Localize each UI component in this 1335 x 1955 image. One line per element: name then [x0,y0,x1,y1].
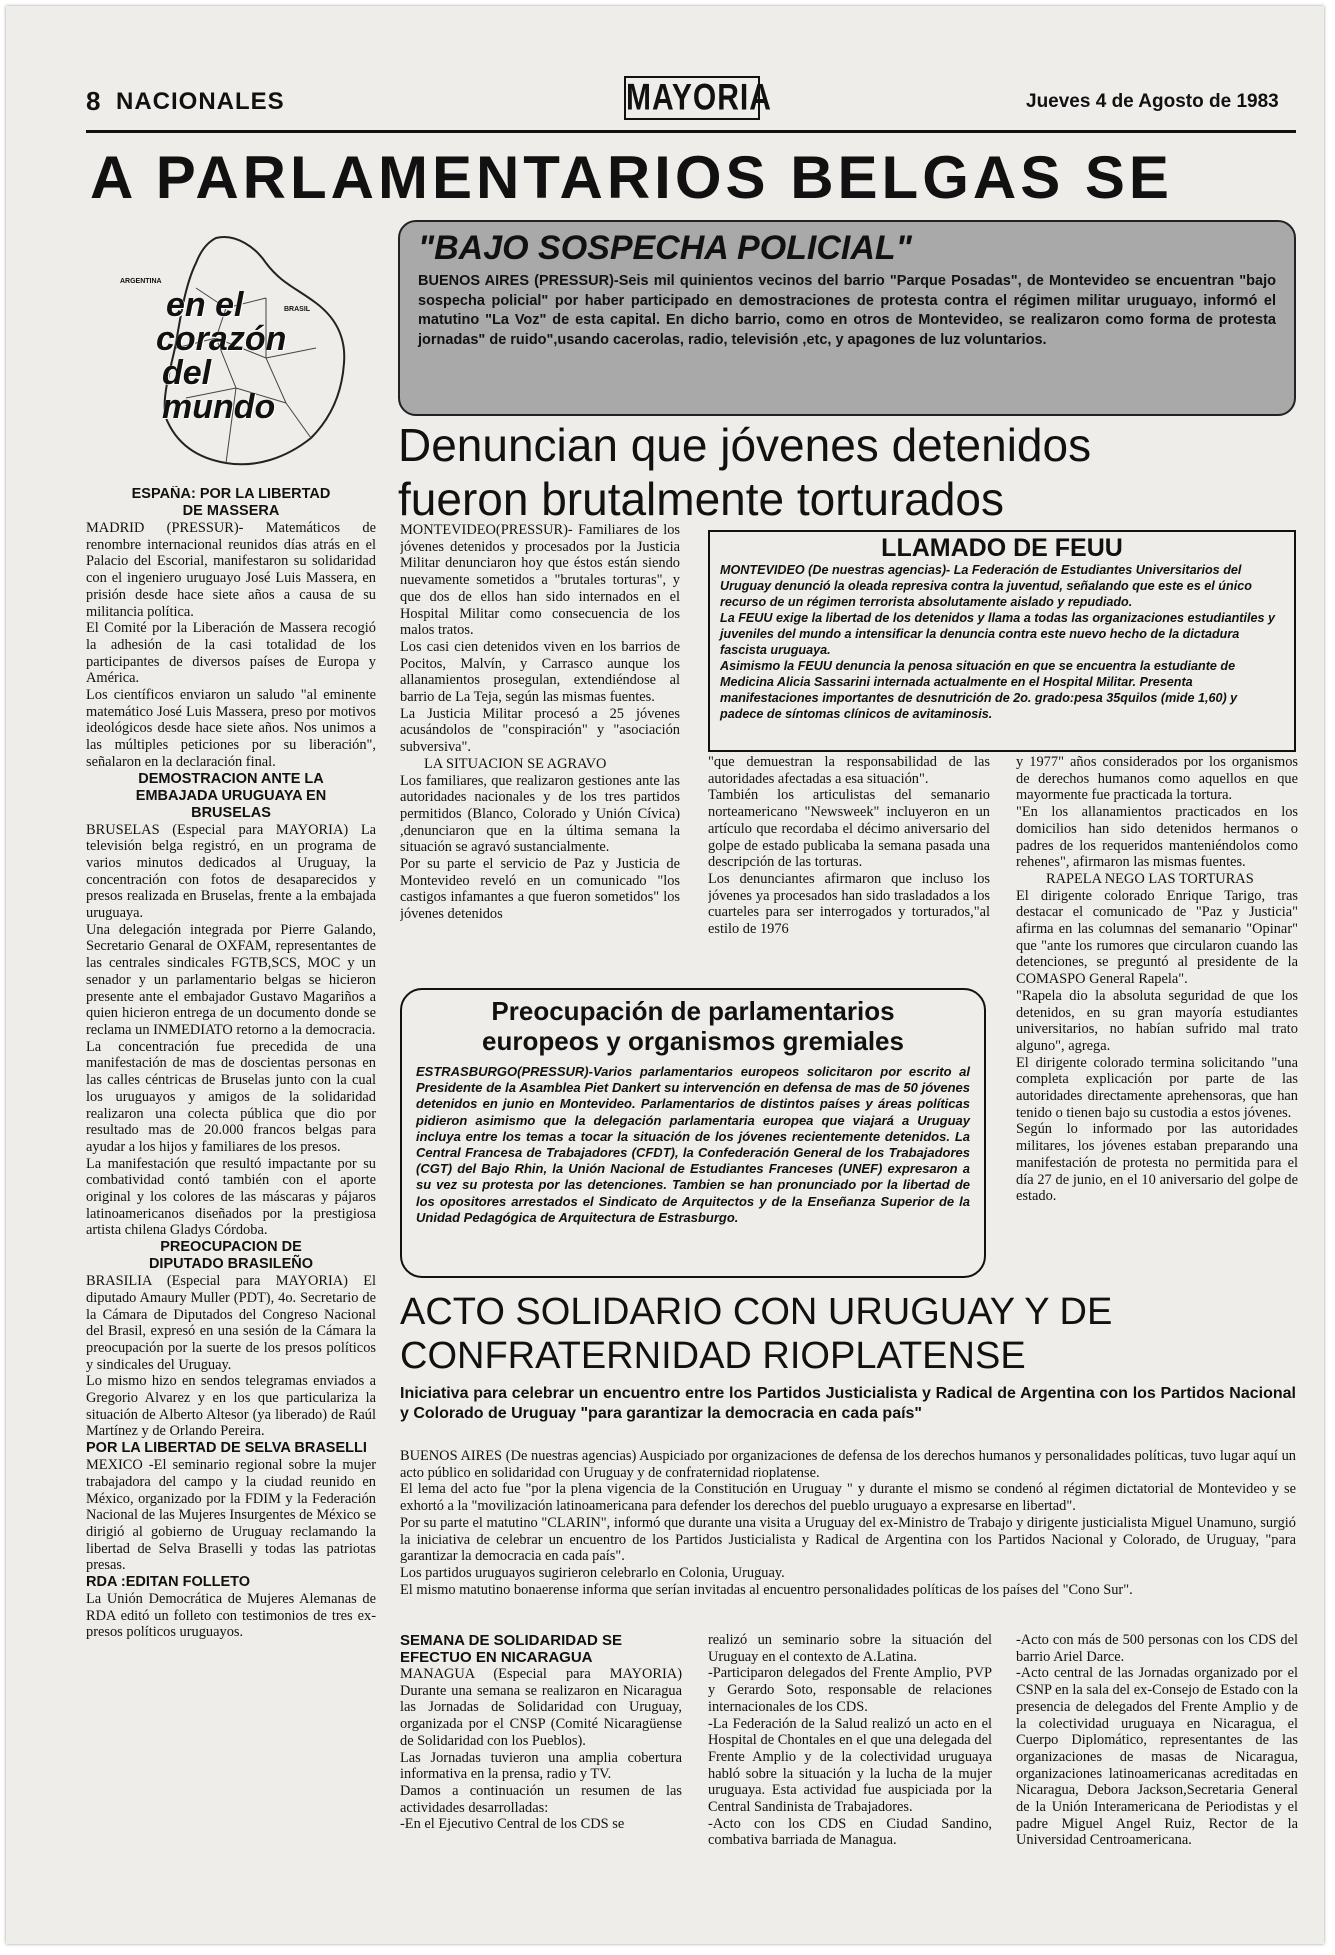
main-c2p1: "que demuestran la responsabilidad de las autoridades afectadas a esa situación". [708,754,990,787]
main-col2 [708,754,990,984]
main-c3p3: El dirigente colorado Enrique Tarigo, tras destacar el comunicado de "Paz y Justicia" afirma en las columnas del semanario "Opinar" que "ante los rumores que circularon cuando las detenciones, se preguntó al presidente de la COMASPO General Rapela". [1016,887,1298,988]
left-s3-p1: BRASILIA (Especial para MAYORIA) El diputado Amaury Muller (PDT), 4o. Secretario de la Cámara de Diputados del Congreso Nacional del Brasil, expresó en una sesión de la Cámara la preocupación por la suerte de los presos políticos y sindicales del Uruguay. [86,1273,376,1373]
feuu-box [708,530,1296,752]
sospecha-box [398,220,1296,416]
nicaragua-c1p2: Las Jornadas tuvieron una amplia cobertura informativa en la prensa, radio y TV. [400,1749,682,1783]
masthead-logo [624,76,772,120]
nicaragua-c1p1: MANAGUA (Especial para MAYORIA) Durante una semana se realizaron en Nicaragua las Jornadas de Solidaridad con Uruguay, organizada por el CNSP (Comité Nicaragüense de Solidaridad con los Pueblos). [400,1666,682,1749]
main-sub1: LA SITUACION SE AGRAVO [424,755,607,772]
sospecha-body: BUENOS AIRES (PRESSUR)-Seis mil quinientos vecinos del barrio "Parque Posadas", de Montevideo se encuentran "bajo sospecha policial" por haber participado en demostraciones de protesta contra el régimen militar uruguayo, informó el matutino "La Voz" de esta capital. En dicho barrio, como en otros de Montevideo, se realizaron como forma de protesta jornadas" de ruido",usando cacerolas, radio, televisión ,etc, y apagones de luz voluntarios. [418,273,1276,348]
acto-p5: El mismo matutino bonaerense informa que serían invitadas al encuentro personalidades políticas de los países del "Cono Sur". [400,1581,1133,1598]
sospecha-title: "BAJO SOSPECHA POLICIAL" [418,229,912,267]
front-banner-headline: A PARLAMENTARIOS BELGAS SE [90,144,1173,211]
main-c3p4: "Rapela dio la absoluta seguridad de que los detenidos, en su gran mayoría estudiantes universitarios, no habían sufrido mal trato alguno", agrega. [1016,987,1298,1054]
nicaragua-c2p1: realizó un seminario sobre la situación del Uruguay en el contexto de A.Latina. [708,1632,992,1665]
left-s1-p1: MADRID (PRESSUR)- Matemáticos de renombre internacional reunidos días atrás en el Palacio del Escorial, manifestaron su solidaridad con el ingeniero uruguayo José Luis Massera, en prisión desde hace siete años a causa de su militancia política. [86,520,376,620]
left-s1-title: ESPAÑA: POR LA LIBERTAD DE MASSERA [131,486,331,519]
nicaragua-c3p1: -Acto con más de 500 personas con los CDS del barrio Ariel Darce. [1016,1632,1298,1665]
map-slogan-line3: del mundo [162,354,276,426]
map-logo [116,228,366,478]
left-s2-p3: La concentración fue precedida de una manifestación de mas de doscientas personas en las calles céntricas de Bruselas junto con la cual los uruguayos y amigos de la solidaridad realizaron una colecta pública que dio por resultado mas de 20.000 francos belgas para ayudar a los hijos y familiares de los presos. [86,1038,376,1155]
newspaper-page [6,6,1324,1944]
left-s2-p1: BRUSELAS (Especial para MAYORIA) La televisión belga registró, en un programa de varios minutos dedicados al Uruguay, la concentración con fotos de desaparecidos y presos realizada en Bruselas, frente a la embajada uruguaya. [86,821,376,922]
left-s1-p3: Los científicos enviaron un saludo "al eminente matemático José Luis Massera, preso por motivos ideológicos desde hace siete años. Nos unimos a las múltiples peticiones por su liberación", señalaron en la declaración final. [86,687,376,770]
left-s2-title: DEMOSTRACION ANTE LA EMBAJADA URUGUAYA EN BRUSELAS [135,770,327,821]
main-p5: Por su parte el servicio de Paz y Justicia de Montevideo reveló en un comunicado "los castigos infamantes a que fueron sometidos" los jóvenes detenidos [400,856,680,923]
acto-headline [400,1290,1300,1378]
feuu-p2: La FEUU exige la libertad de los detenidos y llama a todas las organizaciones estudiantiles y juveniles del mundo a intensificar la denuncia contra este nuevo hecho de la dictadura fascista uruguaya. [720,611,1275,657]
issue-date: Jueves 4 de Agosto de 1983 [1026,91,1279,112]
nicaragua-col3 [1016,1632,1298,1918]
left-s4-title: POR LA LIBERTAD DE SELVA BRASELLI [86,1440,367,1457]
nicaragua-col2 [708,1632,992,1918]
nicaragua-col1 [400,1632,682,1918]
parlamentarios-title [416,996,970,1056]
left-column [86,486,376,1916]
main-c3p6: Según lo informado por las autoridades militares, los jóvenes estaban preparando una manifestación de protesta no permitida para el día 27 de junio, en el 10 aniversario del golpe de estado. [1016,1121,1298,1205]
acto-deck: Iniciativa para celebrar un encuentro entre los Partidos Justicialista y Radical de Argentina con los Partidos Nacional y Colorado de Uruguay "para garantizar la democracia en cada país" [400,1385,1296,1422]
main-col3 [1016,754,1298,1288]
nicaragua-c1p3: Damos a continuación un resumen de las actividades desarrolladas: [400,1782,682,1816]
left-s5-p1: La Unión Democrática de Mujeres Alemanas de RDA editó un folleto con testimonios de tres ex-presos políticos uruguayos. [86,1591,376,1641]
main-p3: La Justicia Militar procesó a 25 jóvenes acusándolos de "conspiración" y "asociación subversiva". [400,705,680,756]
main-sub2: RAPELA NEGO LAS TORTURAS [1046,870,1254,887]
main-p2: Los casi cien detenidos viven en los barrios de Pocitos, Malvín, y Carrasco aunque los allanamientos prosegulan, extendiéndose al barrio de La Teja, según las mismas fuentes. [400,638,680,706]
nicaragua-c2p4: -Acto con los CDS en Ciudad Sandino, combativa barriada de Managua. [708,1815,992,1849]
masthead-text: MAYORIA [626,76,772,118]
left-s2-p4: La manifestación que resultó impactante por su combatividad contó también con el aporte original y los colores de las máscaras y pájaros latinoamericanos diseñados por la prestigiosa artista chilena Gladys Córdoba. [86,1155,376,1239]
acto-headline-line1: ACTO SOLIDARIO CON URUGUAY Y DE [400,1291,1113,1333]
left-s2-p2: Una delegación integrada por Pierre Galando, Secretario Genaral de OXFAM, representantes de las centrales sindicales FGTB,SCS, MOC y un senador y un parlamentario belgas se hicieron presente ante el embajador Gustavo Magariños a quien hicieron entrega de un documento donde se reclama un INMEDIATO retorno a la democracia. [86,921,376,1038]
acto-headline-line2: CONFRATERNIDAD RIOPLATENSE [400,1335,1026,1377]
map-slogan [152,288,312,424]
left-s3-title: PREOCUPACION DE DIPUTADO BRASILEÑO [148,1239,314,1273]
main-p1: MONTEVIDEO(PRESSUR)- Familiares de los jóvenes detenidos y procesados por la Justicia Militar denunciaron hoy que éstos están siendo nuevamente sometidos a "brutales torturas", y que dos de ellos han sido internados en el Hospital Militar como consecuencia de los malos tratos. [400,522,680,639]
main-c3p1: y 1977" años considerados por los organismos de derechos humanos como aquellos en que mayormente fue practicada la tortura. [1016,754,1298,804]
main-headline [398,418,1298,526]
feuu-p3: Asimismo la FEUU denuncia la penosa situación en que se encuentra la estudiante de Medicina Alicia Sassarini internada actualmente en el Hospital Militar. Presenta manifestaciones importantes de desnutrición de 2o. grado:pesa 35quilos (mide 1,60) y padece de síntomas clínicos de avitaminosis. [720,659,1238,721]
main-headline-line2: fueron brutalmente torturados [398,473,1005,525]
nicaragua-title: SEMANA DE SOLIDARIDAD SE EFECTUO EN NICARAGUA [400,1632,622,1666]
main-c2p2: También los articulistas del semanario norteamericano "Newsweek" incluyeron en un artículo que recordaba el décimo aniversario del golpe de estado publicaba la semana pasada una descripción de las torturas. [708,787,990,871]
main-col1 [400,522,680,982]
left-s3-p2: Lo mismo hizo en sendos telegramas enviados a Gregorio Alvarez y en los que particulariza la situación de Alberto Altesor (ya liberado) de Raúl Martínez y de Orlando Pereira. [86,1373,376,1440]
main-c3p5: El dirigente colorado termina solicitando "una completa explicación por parte de las autoridades directamente aprehensoras, que han tenido o tienen bajo su custodia a estos jóvenes. [1016,1054,1298,1121]
map-slogan-line1: en el [166,286,244,324]
map-slogan-line2: corazón [156,320,287,358]
nicaragua-c3p2: -Acto central de las Jornadas organizado por el CSNP en la sala del ex-Consejo de Estado con la presencia de delegados del Frente Amplio y de la colectividad uruguaya en Nicaragua, el Cuerpo Diplomático, representantes de las organizaciones de masas de Nicaragua, organizaciones latinoamericanas acreditadas en Nicaragua, Debora Jackson,Secretaria General de la Unión Interamericana de Periodistas y el padre Miguel Angel Ruiz, Rector de la Universidad Centroamericana. [1016,1665,1298,1849]
main-c3p2: "En los allanamientos practicados en los domicilios han sido detenidos hermanos o padres de los requeridos manteniéndolos como rehenes", afirmaron las mismas fuentes. [1016,804,1298,871]
header-rule [86,130,1296,133]
acto-p4: Los partidos uruguayos sugirieron celebrarlo en Colonia, Uruguay. [400,1564,785,1581]
nicaragua-c2p3: -La Federación de la Salud realizó un acto en el Hospital de Chontales en el que una delegada del Frente Amplio y de la colectividad uruguaya habló sobre la situación y la lucha de la mujer uruguaya. Esta actividad fue auspiciada por la Central Sandinista de Trabajadores. [708,1715,992,1816]
page-number: 8 [86,86,101,116]
map-label-brasil: BRASIL [284,306,311,313]
feuu-title: LLAMADO DE FEUU [881,534,1123,562]
nicaragua-c1p4: -En el Ejecutivo Central de los CDS se [400,1816,625,1833]
left-s1-p2: El Comité por la Liberación de Massera recogió la adhesión de la casi totalidad de los participantes de diversos países de Europa y América. [86,620,376,687]
map-label-argentina: ARGENTINA [120,278,162,285]
left-s5-title: RDA :EDITAN FOLLETO [86,1574,251,1591]
main-p4: Los familiares, que realizaron gestiones ante las autoridades nacionales y de los tres partidos permitidos (Blanco, Colorado y Unión Cívica) ,denunciaron que en la última semana la situación se agravó sustancialmente. [400,772,680,856]
nicaragua-c2p2: -Participaron delegados del Frente Amplio, PVP y Gerardo Soto, responsable de relaciones internacionales de los CDS. [708,1665,992,1715]
parlamentarios-title-line1: Preocupación de parlamentarios [491,996,895,1026]
acto-p1: BUENOS AIRES (De nuestras agencias) Auspiciado por organizaciones de defensa de los derechos humanos y personalidades políticas, tuvo lugar aquí un acto público en solidaridad con Uruguay y de confraternidad rioplatense. [400,1448,1296,1481]
feuu-p1: MONTEVIDEO (De nuestras agencias)- La Federación de Estudiantes Universitarios del Uruguay denunció la oleada represiva contra la juventud, señalando que este es el único recurso de un régimen terrorista absolutamente aislado y repudiado. [720,563,1252,609]
main-headline-line1: Denuncian que jóvenes detenidos [398,419,1092,471]
acto-p3: Por su parte el matutino "CLARIN", informó que durante una visita a Uruguay del ex-Ministro de Trabajo y dirigente justicialista Miguel Unamuno, surgió la iniciativa de celebrar un encuentro de los Partidos Justicialista y Radical de Argentina con los Partidos Nacional y Colorado, de Uruguay, "para garantizar la democracia en cada país". [400,1514,1296,1565]
parlamentarios-title-line2: europeos y organismos gremiales [482,1026,904,1056]
left-s4-p1: MEXICO -El seminario regional sobre la mujer trabajadora del campo y la ciudad reunido en México, organizado por la FDIM y la Federación Nacional de las Mujeres Insurgentes de México se dirigió al gobierno de Uruguay reclamando la libertad de Selva Braselli y todas las patriotas presas. [86,1457,376,1574]
parlamentarios-body: ESTRASBURGO(PRESSUR)-Varios parlamentarios europeos solicitaron por escrito al Presidente de la Asamblea Piet Dankert su intervención en defensa de mas de 50 jóvenes detenidos en junio en Montevideo. Parlamentarios de distintos países y áreas políticas pidieron asimismo que la delegación parlamentaria europea que viajará a Uruguay incluya entre los temas a tocar la situación de los jóvenes recientemente detenidos. La Central Francesa de Trabajadores (CFDT), la Confederación General de los Trabajadores (CGT) del Bajo Rhin, la Unión Nacional de Estudiantes Franceses (UNEF) expresaron a su vez su protesta por las detenciones. Tambien se han pronunciado por la libertad de los opositores arrestados el Sindicato de Arquitectos y de la Enseñanza Superior de la Unidad Pedagógica de Arquitectura de Estrasburgo. [416,1064,970,1225]
acto-body [400,1448,1296,1628]
acto-p2: El lema del acto fue "por la plena vigencia de la Constitución en Uruguay " y durante el mismo se condenó al régimen dictatorial de Montevideo y se exhortó a la "movilización latinoamericana para defender los derechos del pueblo uruguayo a expresarse en libertad". [400,1481,1296,1515]
main-c2p3: Los denunciantes afirmaron que incluso los jóvenes ya procesados han sido trasladados a los cuarteles para ser interrogados y torturados,"al estilo de 1976 [708,870,990,938]
section-label: NACIONALES [116,88,285,115]
parlamentarios-box [400,988,986,1278]
